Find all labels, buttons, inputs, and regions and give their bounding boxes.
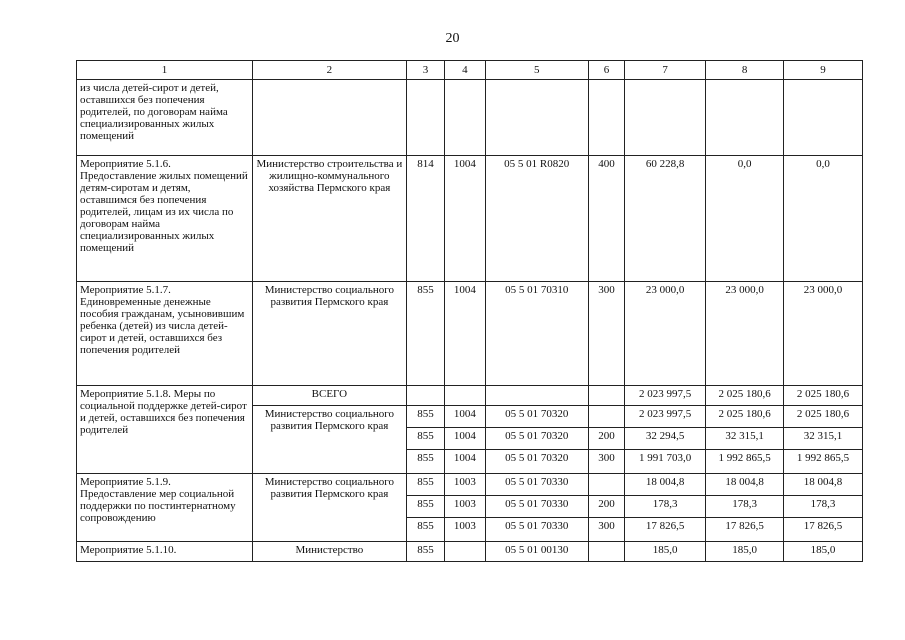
table-row — [77, 474, 863, 496]
code-gr: 855 — [406, 282, 444, 386]
empty-cell — [406, 386, 444, 406]
total-label: ВСЕГО — [253, 386, 407, 406]
code-vr: 400 — [588, 156, 624, 282]
empty-cell — [706, 80, 784, 156]
code-rz: 1003 — [445, 518, 485, 542]
amount-year-2: 17 826,5 — [706, 518, 784, 542]
code-gr: 855 — [406, 518, 444, 542]
amount-year-1: 185,0 — [625, 542, 706, 562]
page-number: 20 — [445, 31, 460, 46]
header-cell-3: 3 — [406, 61, 444, 80]
budget-table — [76, 60, 863, 562]
activity-description: Мероприятие 5.1.9. Предоставление мер социальной поддержки по постинтернатному сопровождению — [77, 474, 253, 542]
code-vr: 300 — [588, 450, 624, 474]
amount-year-3: 185,0 — [784, 542, 863, 562]
amount-year-3: 17 826,5 — [784, 518, 863, 542]
header-cell-6: 6 — [588, 61, 624, 80]
activity-description: Мероприятие 5.1.7. Единовременные денежные пособия гражданам, усыновившим ребенка (детей) из числа детей-сирот и детей, оставшихся без попечения родителей — [77, 282, 253, 386]
amount-year-2: 185,0 — [706, 542, 784, 562]
amount-year-1: 18 004,8 — [625, 474, 706, 496]
amount-year-3: 1 992 865,5 — [784, 450, 863, 474]
code-rz: 1004 — [445, 406, 485, 428]
code-cs: 05 5 01 70330 — [485, 518, 588, 542]
empty-cell — [588, 386, 624, 406]
activity-description: Мероприятие 5.1.10. — [77, 542, 253, 562]
amount-year-2: 0,0 — [706, 156, 784, 282]
code-rz: 1003 — [445, 474, 485, 496]
code-cs: 05 5 01 R0820 — [485, 156, 588, 282]
amount-year-2: 178,3 — [706, 496, 784, 518]
table-row — [77, 282, 863, 386]
amount-year-3: 2 025 180,6 — [784, 406, 863, 428]
amount-year-1: 60 228,8 — [625, 156, 706, 282]
code-vr — [588, 542, 624, 562]
ministry-cell: Министерство строительства и жилищно-коммунального хозяйства Пермского края — [253, 156, 407, 282]
code-vr: 200 — [588, 496, 624, 518]
amount-year-2: 32 315,1 — [706, 428, 784, 450]
empty-cell — [485, 386, 588, 406]
empty-cell — [445, 386, 485, 406]
code-cs: 05 5 01 70330 — [485, 496, 588, 518]
code-vr — [588, 406, 624, 428]
code-gr: 855 — [406, 542, 444, 562]
code-rz: 1004 — [445, 428, 485, 450]
code-vr — [588, 474, 624, 496]
empty-cell — [588, 80, 624, 156]
amount-year-3: 18 004,8 — [784, 474, 863, 496]
ministry-cell: Министерство социального развития Пермского края — [253, 282, 407, 386]
code-rz: 1004 — [445, 156, 485, 282]
code-rz: 1004 — [445, 450, 485, 474]
activity-description: Мероприятие 5.1.6. Предоставление жилых помещений детям-сиротам и детям, оставшимся без попечения родителей, лицам из их числа по договорам найма специализированных жилых помещений — [77, 156, 253, 282]
code-cs: 05 5 01 70310 — [485, 282, 588, 386]
amount-year-2: 2 025 180,6 — [706, 406, 784, 428]
amount-year-3: 2 025 180,6 — [784, 386, 863, 406]
header-cell-8: 8 — [706, 61, 784, 80]
header-cell-2: 2 — [253, 61, 407, 80]
code-gr: 855 — [406, 474, 444, 496]
amount-year-1: 32 294,5 — [625, 428, 706, 450]
header-cell-9: 9 — [784, 61, 863, 80]
header-cell-4: 4 — [445, 61, 485, 80]
code-vr: 300 — [588, 518, 624, 542]
header-cell-1: 1 — [77, 61, 253, 80]
code-gr: 855 — [406, 450, 444, 474]
amount-year-1: 1 991 703,0 — [625, 450, 706, 474]
activity-description: Мероприятие 5.1.8. Меры по социальной поддержке детей-сирот и детей, оставшихся без попечения родителей — [77, 386, 253, 474]
amount-year-1: 2 023 997,5 — [625, 406, 706, 428]
table-header-row — [77, 61, 863, 80]
amount-year-1: 178,3 — [625, 496, 706, 518]
code-cs: 05 5 01 70320 — [485, 450, 588, 474]
ministry-cell: Министерство социального развития Пермского края — [253, 474, 407, 542]
code-rz: 1004 — [445, 282, 485, 386]
empty-cell — [445, 80, 485, 156]
code-gr: 855 — [406, 428, 444, 450]
code-vr: 300 — [588, 282, 624, 386]
code-cs: 05 5 01 70320 — [485, 428, 588, 450]
amount-year-3: 23 000,0 — [784, 282, 863, 386]
code-gr: 814 — [406, 156, 444, 282]
header-cell-5: 5 — [485, 61, 588, 80]
table-row — [77, 542, 863, 562]
code-cs: 05 5 01 70330 — [485, 474, 588, 496]
amount-year-2: 2 025 180,6 — [706, 386, 784, 406]
ministry-cell: Министерство — [253, 542, 407, 562]
table-row — [77, 80, 863, 156]
amount-year-3: 0,0 — [784, 156, 863, 282]
amount-year-2: 23 000,0 — [706, 282, 784, 386]
code-cs: 05 5 01 00130 — [485, 542, 588, 562]
amount-year-2: 18 004,8 — [706, 474, 784, 496]
amount-year-3: 32 315,1 — [784, 428, 863, 450]
amount-year-1: 2 023 997,5 — [625, 386, 706, 406]
code-gr: 855 — [406, 406, 444, 428]
code-gr: 855 — [406, 496, 444, 518]
amount-year-1: 17 826,5 — [625, 518, 706, 542]
ministry-cell — [253, 80, 407, 156]
table-row — [77, 156, 863, 282]
ministry-cell: Министерство социального развития Пермского края — [253, 406, 407, 474]
table-row — [77, 386, 863, 406]
activity-description: из числа детей-сирот и детей, оставшихся без попечения родителей, по договорам найма специализированных жилых помещений — [77, 80, 253, 156]
empty-cell — [406, 80, 444, 156]
amount-year-3: 178,3 — [784, 496, 863, 518]
code-rz — [445, 542, 485, 562]
code-cs: 05 5 01 70320 — [485, 406, 588, 428]
code-rz: 1003 — [445, 496, 485, 518]
empty-cell — [784, 80, 863, 156]
amount-year-1: 23 000,0 — [625, 282, 706, 386]
empty-cell — [485, 80, 588, 156]
header-cell-7: 7 — [625, 61, 706, 80]
empty-cell — [625, 80, 706, 156]
code-vr: 200 — [588, 428, 624, 450]
amount-year-2: 1 992 865,5 — [706, 450, 784, 474]
